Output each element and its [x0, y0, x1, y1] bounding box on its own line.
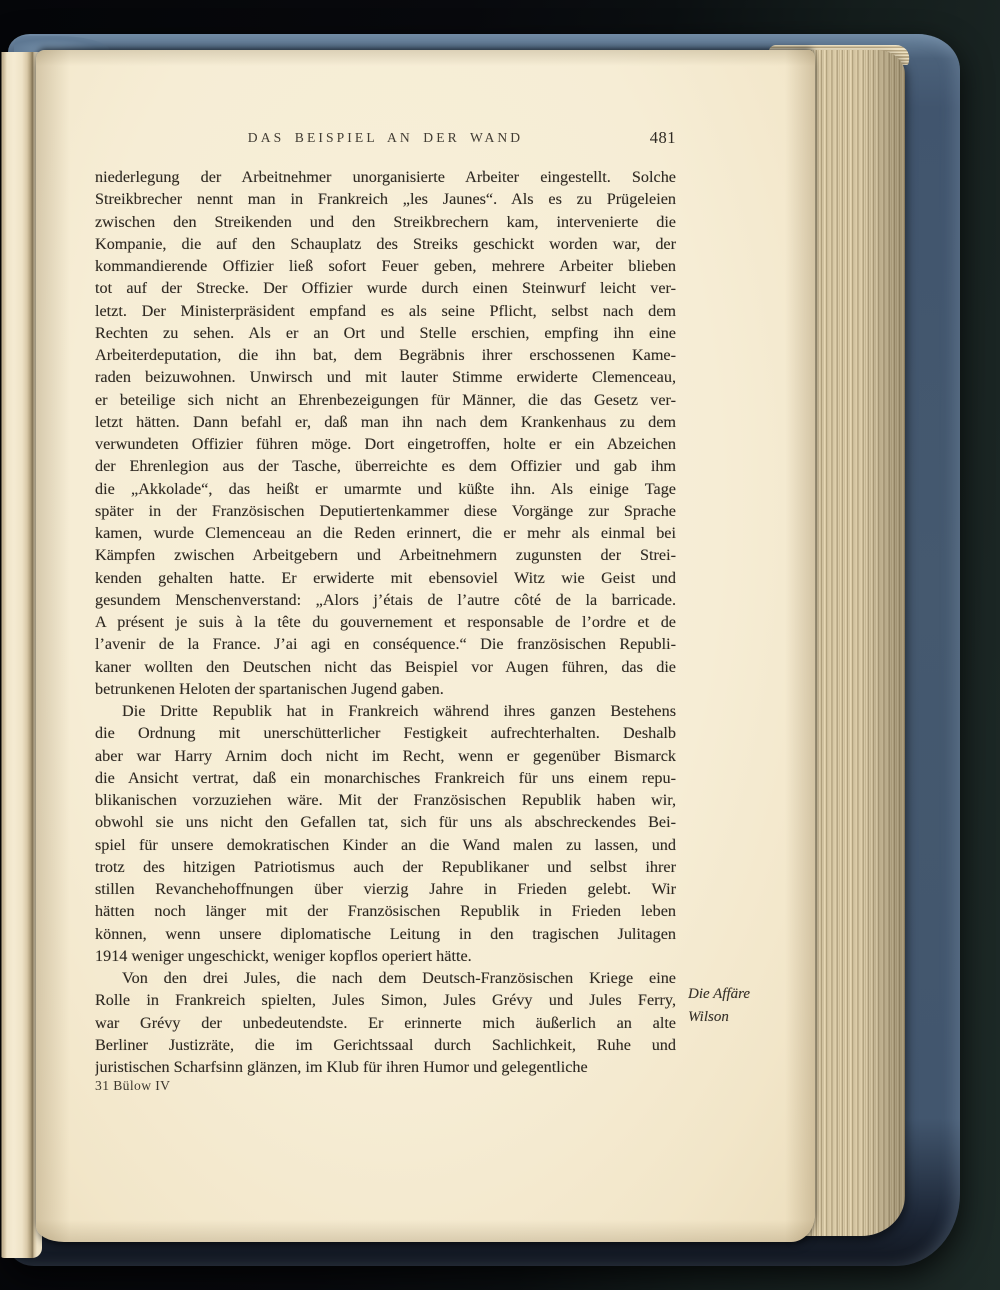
text-line: kaner wollten den Deutschen nicht das Beispiel vor Augen führen, das die	[95, 657, 676, 676]
paragraph	[95, 700, 676, 967]
text-line: juristischen Scharfsinn glänzen, im Klub für ihren Humor und gelegentliche	[95, 1058, 588, 1076]
margin-note-line: Die Affäre	[688, 986, 751, 1002]
text-line: die Ordnung mit unerschütterlicher Festigkeit aufrechterhalten. Deshalb	[95, 724, 676, 743]
paragraph	[95, 166, 676, 700]
text-line: der Ehrenlegion aus der Tasche, überreichte es dem Offizier und gab ihm	[95, 457, 676, 476]
text-line: Rechten zu sehen. Als er an Ort und Stelle erschien, empfing ihn eine	[95, 323, 676, 342]
running-head	[95, 130, 676, 152]
signature-mark: 31 Bülow IV	[95, 1078, 171, 1093]
text-line: A présent je suis à la tête du gouvernement et responsable de l’ordre et de	[95, 613, 676, 631]
text-line: hätten noch länger mit der Französischen Republik in Frieden leben	[95, 902, 676, 921]
text-line: Von den drei Jules, die nach dem Deutsch-Französischen Kriege eine	[122, 969, 676, 987]
text-line: Streikbrecher nennt man in Frankreich „les Jaunes“. Als es zu Prügeleien	[95, 190, 676, 209]
text-line: kenden gehalten hatte. Er erwiderte mit ebensoviel Witz wie Geist und	[95, 568, 676, 587]
text-line: Kämpfen zwischen Arbeitgebern und Arbeitnehmern zugunsten der Strei-	[95, 546, 676, 565]
text-line: gesundem Menschenverstand: „Alors j’étais de l’autre côté de la barricade.	[95, 590, 676, 609]
text-line: später in der Französischen Deputiertenkammer diese Vorgänge zur Sprache	[95, 501, 676, 520]
text-line: er beteilige sich nicht an Ehrenbezeigungen für Männer, die das Gesetz ver-	[95, 390, 676, 409]
text-line: Berliner Justizräte, die im Gerichtssaal durch Sachlichkeit, Ruhe und	[95, 1035, 676, 1054]
text-line: die Ansicht vertrat, daß ein monarchisches Frankreich für uns einem repu-	[95, 768, 676, 787]
text-line: Kompanie, die auf den Schauplatz des Streiks geschickt worden war, der	[95, 234, 676, 253]
text-line: die „Akkolade“, das heißt er umarmte und küßte ihn. Als einige Tage	[95, 479, 676, 498]
text-line: stillen Revanchehoffnungen über vierzig Jahre in Frieden gelebt. Wir	[95, 880, 676, 898]
text-line: trotz des hitzigen Patriotismus auch der Republikaner und selbst ihrer	[95, 857, 676, 876]
text-line: Die Dritte Republik hat in Frankreich während ihres ganzen Bestehens	[122, 702, 676, 720]
text-line: tot auf der Strecke. Der Offizier wurde durch einen Steinwurf leicht ver-	[95, 279, 676, 298]
running-title: DAS BEISPIEL AN DER WAND	[247, 130, 524, 145]
text-line: raden beizuwohnen. Unwirsch und mit lauter Stimme erwiderte Clemenceau,	[95, 368, 676, 387]
text-line: betrunkenen Heloten der spartanischen Jugend gaben.	[95, 679, 444, 698]
text-line: Arbeiterdeputation, die ihn bat, dem Begräbnis ihrer erschossenen Kame-	[95, 346, 676, 364]
text-line: zwischen den Streikenden und den Streikbrechern kam, intervenierte die	[95, 212, 676, 231]
text-line: 1914 weniger ungeschickt, weniger kopflos operiert hätte.	[95, 946, 472, 965]
book-page	[36, 50, 815, 1242]
text-line: Rolle in Frankreich spielten, Jules Simon, Jules Grévy und Jules Ferry,	[95, 991, 676, 1010]
text-line: verwundeten Offizier führen möge. Dort eingetroffen, holte er ein Abzeichen	[95, 435, 676, 453]
margin-note	[688, 983, 798, 1029]
text-line: blikanischen vorzuziehen wäre. Mit der Französischen Republik haben wir,	[95, 791, 676, 809]
text-line: war Grévy der unbedeutendste. Er erinnerte mich äußerlich an alte	[95, 1013, 676, 1032]
text-line: können, wenn unsere diplomatische Leitung in den tragischen Julitagen	[95, 924, 676, 943]
paragraph	[95, 967, 676, 1078]
text-line: kamen, wurde Clemenceau an die Reden erinnert, die er mehr als einmal bei	[95, 524, 676, 542]
margin-note-line: Wilson	[688, 1009, 729, 1025]
body-text	[95, 166, 676, 1078]
text-line: aber war Harry Arnim doch nicht im Recht, wenn er gegenüber Bismarck	[95, 746, 676, 765]
text-line: niederlegung der Arbeitnehmer unorganisierte Arbeiter eingestellt. Solche	[95, 168, 676, 186]
text-line: l’avenir de la France. J’ai agi en conséquence.“ Die französischen Republi-	[95, 635, 676, 654]
text-line: kommandierende Offizier ließ sofort Feuer geben, mehrere Arbeiter blieben	[95, 257, 676, 275]
text-line: letzt hätten. Dann befahl er, daß man ihn nach dem Krankenhaus zu dem	[95, 412, 676, 431]
page-number: 481	[649, 128, 676, 147]
text-line: spiel für unsere demokratischen Kinder an die Wand malen zu lassen, und	[95, 835, 676, 854]
text-line: obwohl sie uns nicht den Gefallen tat, sich für uns als abschreckendes Bei-	[95, 813, 676, 832]
text-line: letzt. Der Ministerpräsident empfand es als seine Pflicht, selbst nach dem	[95, 301, 676, 320]
